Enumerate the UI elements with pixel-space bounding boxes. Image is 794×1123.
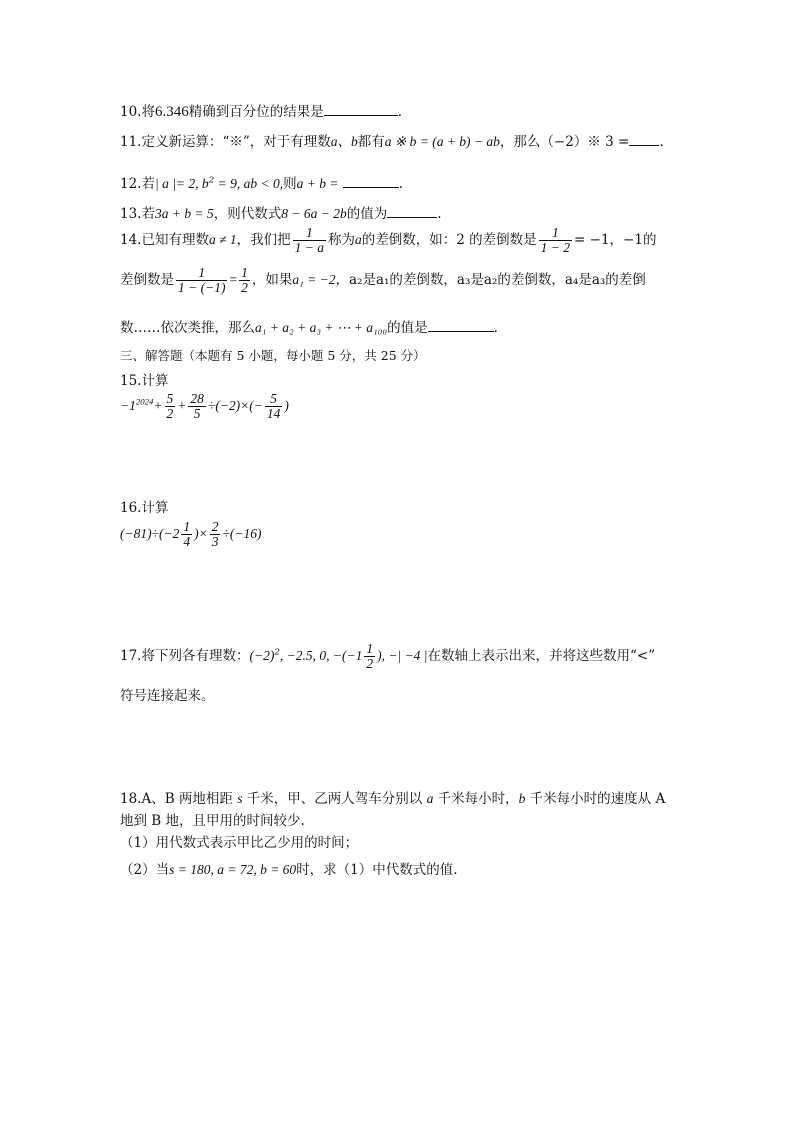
q18-p2-values: s = 180, a = 72, b = 60 (169, 862, 297, 877)
q14-a1: a₁ = −2， (292, 272, 350, 288)
question-14-line-2 (120, 266, 684, 295)
q17-fraction: $\frac{1}{2}$ (366, 641, 374, 672)
q14-fraction-2: $\frac{1}{1 - 2}$ (540, 225, 571, 256)
q16-fraction-b: $\frac{2}{3}$ (211, 519, 219, 550)
q18-text-c: 千米每小时， (437, 791, 519, 807)
q11-answer-blank[interactable] (629, 132, 659, 147)
q14-fraction-3: $\frac{1}{1 - (-1)}$ (178, 265, 226, 296)
q13-suffix: 的值为 (346, 206, 388, 222)
question-15-expression (120, 392, 684, 421)
question-10 (120, 100, 684, 121)
question-17-line-2: 符号连接起来。 (120, 688, 215, 704)
q12-cond: | a |= 2, b (154, 176, 209, 191)
question-11 (120, 130, 684, 150)
q15-fraction-a: $\frac{5}{2}$ (166, 391, 174, 422)
q15-exp: 2024 (135, 396, 154, 407)
q18-text-b: 千米，甲、乙两人驾车分别以 (246, 791, 423, 807)
q11-ask: ，那么（−2）※ 3 = (499, 134, 630, 150)
q14-var-a: a (355, 232, 362, 248)
q11-vars: a、b (330, 134, 358, 149)
q14-text-2c: ，如果 (251, 272, 293, 289)
q12-answer-blank[interactable] (343, 174, 399, 189)
q10-answer-blank[interactable] (324, 102, 398, 117)
q12-ze: 则 (283, 176, 297, 192)
q16-fraction-a: $\frac{1}{4}$ (183, 519, 191, 550)
q18-var-a: a (426, 791, 434, 806)
q14-end: . (493, 320, 498, 336)
q14-cond: a ≠ 1 (208, 232, 237, 248)
q14-sum: a₁ + a₂ + a₃ + ⋯ + a₁₀₀ (255, 320, 388, 335)
q15-plus2: + (177, 397, 187, 413)
q13-mid: ，则代数式 (213, 206, 282, 222)
q10-number: 6.346 (154, 104, 189, 120)
question-16-title: 16.计算 (120, 500, 169, 516)
q15-close: ) (284, 397, 289, 413)
question-18-line-1 (120, 787, 684, 807)
q13-prefix: 13.若 (120, 206, 155, 222)
question-15-title: 15.计算 (120, 373, 169, 389)
q14-fraction-4: $\frac{1}{2}$ (241, 265, 248, 296)
q18-text-d: 千米每小时的速度从 A (529, 791, 666, 807)
q18-p2-a: （2）当 (120, 862, 170, 878)
q13-answer-blank[interactable] (387, 204, 437, 219)
q12-prefix: 12.若 (120, 176, 155, 192)
q18-text-a: 18.A、B 两地相距 (120, 791, 233, 807)
question-18-part-1: （1）用代数式表示甲比乙少用的时间； (120, 835, 359, 851)
q16-part-b: )× (194, 525, 208, 541)
question-18-part-2 (120, 858, 684, 878)
q17-list-b: , −2.5, 0, −(−1 (279, 648, 363, 664)
q17-list-a: (−2) (249, 648, 275, 664)
q15-rest: ÷(−2)×(− (207, 397, 263, 413)
q14-answer-blank[interactable] (428, 318, 494, 333)
q15-plus1: + (153, 397, 163, 413)
q14-text-c: ，我们把 (236, 232, 291, 249)
question-14-line-1 (120, 226, 684, 255)
q14-fraction-1: $\frac{1}{1 - a}$ (294, 225, 325, 256)
q18-var-b: b (518, 791, 526, 806)
q12-sup: 2 (208, 175, 215, 186)
q14-text-g: = −1，−1的 (574, 232, 657, 249)
question-16-expression (120, 520, 684, 549)
q14-text-a: 14.已知有理数 (120, 232, 209, 249)
q14-text-3a: 数……依次类推，那么 (120, 320, 255, 336)
question-18-line-2: 地到 B 地，且甲用的时间较少. (120, 813, 305, 829)
q12-end: . (398, 176, 404, 192)
q10-end: . (397, 104, 403, 120)
q17-suffix: 在数轴上表示出来，并将这些数用“<” (427, 648, 656, 665)
q11-mid: 都有 (357, 134, 385, 150)
q14-text-2a: 差倒数是 (120, 272, 174, 289)
q18-var-s: s (237, 791, 243, 806)
q15-base: −1 (120, 397, 136, 413)
q10-prefix: 10.将 (120, 104, 155, 120)
q13-cond: 3a + b = 5 (154, 206, 214, 221)
q13-end: . (437, 206, 442, 222)
q17-list-c: ), −| −4 | (377, 648, 428, 664)
q12-ask: a + b = (296, 176, 339, 191)
q15-fraction-c: $\frac{5}{14}$ (266, 391, 281, 422)
q14-text-2e: a₂是a₁的差倒数，a₃是a₂的差倒数，a₄是a₃的差倒 (349, 272, 646, 289)
q16-part-a: (−81)÷(−2 (120, 525, 180, 541)
section-3-heading: 三、解答题（本题有 5 小题，每小题 5 分，共 25 分） (120, 348, 426, 363)
q11-prefix: 11.定义新运算：“※”，对于有理数 (120, 134, 331, 150)
q11-end: . (659, 134, 664, 150)
q10-suffix: 精确到百分位的结果是 (188, 104, 324, 120)
q14-equals: = (229, 272, 238, 288)
question-17-line-1 (120, 642, 684, 671)
question-12 (120, 172, 684, 192)
q14-text-f: 的差倒数，如：2 的差倒数是 (361, 232, 537, 249)
q16-part-c: ÷(−16) (222, 525, 262, 541)
question-13 (120, 202, 684, 222)
q14-text-d: 称为 (328, 232, 356, 249)
q13-expr: 8 − 6a − 2b (281, 206, 347, 221)
q18-p2-c: 时，求（1）中代数式的值. (296, 862, 458, 878)
q15-fraction-b: $\frac{28}{5}$ (190, 391, 204, 422)
question-14-line-3 (120, 316, 684, 336)
q17-prefix: 17.将下列各有理数： (120, 648, 250, 665)
q14-text-3c: 的值是 (387, 320, 428, 336)
q17-sup: 2 (274, 647, 280, 658)
q12-cond2: = 9, ab < 0, (214, 176, 284, 191)
q11-formula: a ※ b = (a + b) − ab (384, 134, 500, 149)
